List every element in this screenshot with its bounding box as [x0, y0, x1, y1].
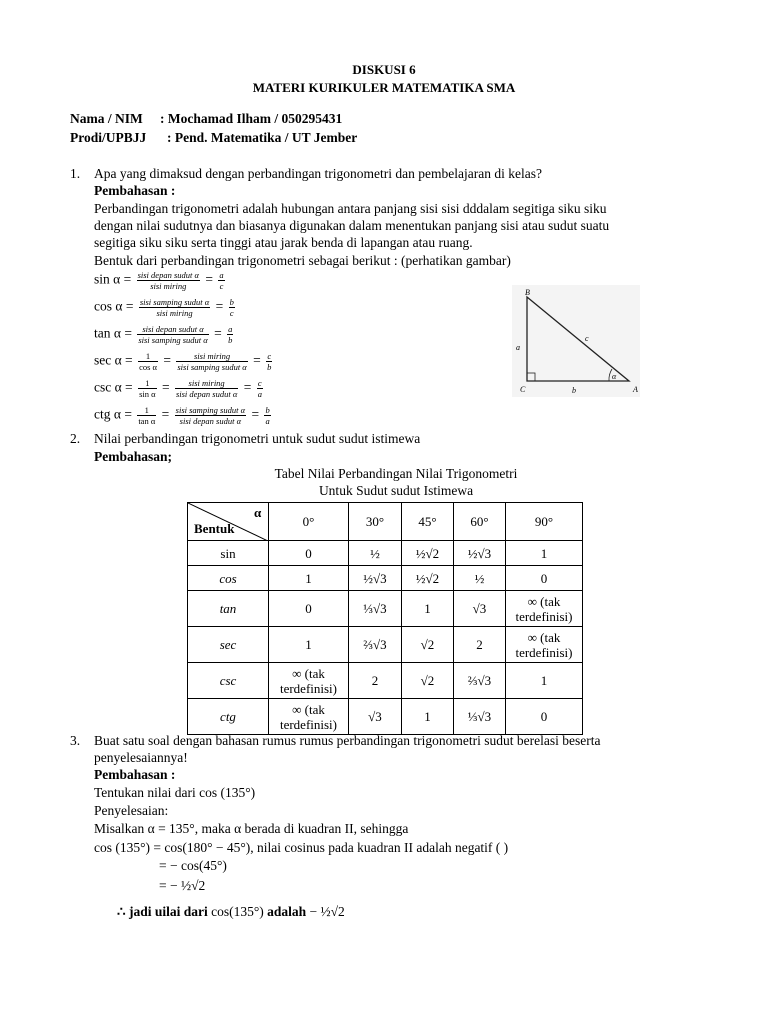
conclusion-value: − ½√2 — [309, 904, 345, 919]
table-title-2: Untuk Sudut sudut Istimewa — [318, 483, 474, 498]
q3-step-1: Misalkan α = 135°, maka α berada di kuadran II, sehingga — [94, 821, 409, 836]
formula-cos: cos α = $\frac{\text{sisi samping sudut α}}{\text{sisi miring}}$ = $\frac{b}{c}$ — [94, 297, 234, 318]
table-cell: 1 — [402, 591, 454, 627]
side-b-label: b — [572, 386, 576, 395]
formula-csc: csc α = $\frac{1}{\text{sin α}}$ = $\frac{\text{sisi miring}}{\text{sisi depan sudut α}}$ = $\frac{c}{a}$ — [94, 378, 262, 399]
table-cell: ∞ (tak terdefinisi) — [506, 591, 583, 627]
q3-soal: Tentukan nilai dari cos (135°) — [94, 785, 256, 800]
q3-number: 3. — [70, 733, 81, 748]
side-c-label: c — [585, 334, 589, 343]
trig-values-table — [187, 502, 583, 735]
table-cell: 1 — [402, 699, 454, 735]
doc-subtitle: MATERI KURIKULER MATEMATIKA SMA — [252, 80, 516, 95]
table-cell: ½√2 — [402, 541, 454, 566]
q1-line-4: Bentuk dari perbandingan trigonometri sebagai berikut : (perhatikan gambar) — [94, 253, 511, 268]
vertex-a-label: A — [633, 385, 638, 394]
table-cell: √3 — [454, 591, 506, 627]
table-cell: √2 — [402, 663, 454, 699]
table-row — [188, 591, 583, 627]
conclusion-adalah: adalah — [267, 904, 307, 919]
table-cell: ½√3 — [349, 566, 402, 591]
table-row — [188, 663, 583, 699]
formula-sec: sec α = $\frac{1}{\text{cos α}}$ = $\frac{\text{sisi miring}}{\text{sisi samping sudut α}}$ = $\frac{c}{b}$ — [94, 351, 272, 372]
q3-conclusion — [117, 904, 345, 920]
nama-value: : Mochamad Ilham / 050295431 — [160, 111, 343, 126]
table-cell: √3 — [349, 699, 402, 735]
q1-line-1: Perbandingan trigonometri adalah hubungan antara panjang sisi sisi dddalam segitiga siku siku — [94, 201, 607, 216]
table-cell: 1 — [269, 566, 349, 591]
row-label-ctg: ctg — [188, 699, 269, 735]
conclusion-expression: cos(135°) — [211, 904, 264, 919]
doc-title: DISKUSI 6 — [352, 62, 416, 77]
table-cell: 1 — [506, 663, 583, 699]
corner-alpha: α — [254, 505, 262, 520]
q1-number: 1. — [70, 166, 81, 181]
table-cell: ⅓√3 — [349, 591, 402, 627]
col-header-0: 0° — [269, 503, 349, 541]
table-corner-cell — [188, 503, 269, 541]
table-cell: ∞ (tak terdefinisi) — [269, 663, 349, 699]
table-cell: 2 — [454, 627, 506, 663]
table-cell: ½√3 — [454, 541, 506, 566]
table-cell: ½ — [349, 541, 402, 566]
table-cell: ⅔√3 — [454, 663, 506, 699]
table-row — [188, 566, 583, 591]
q2-question: Nilai perbandingan trigonometri untuk sudut sudut istimewa — [94, 431, 421, 446]
corner-bentuk: Bentuk — [194, 521, 235, 536]
table-cell: 0 — [506, 699, 583, 735]
q1-line-3: segitiga siku siku serta tinggi atau jarak benda di lapangan atau ruang. — [94, 235, 473, 250]
q2-number: 2. — [70, 431, 81, 446]
col-header-30: 30° — [349, 503, 402, 541]
col-header-45: 45° — [402, 503, 454, 541]
formula-sin: sin α = $\frac{\text{sisi depan sudut α}}{\text{sisi miring}}$ = $\frac{a}{c}$ — [94, 270, 224, 291]
table-cell: ⅓√3 — [454, 699, 506, 735]
formula-ctg: ctg α = $\frac{1}{\text{tan α}}$ = $\frac{\text{sisi samping sudut α}}{\text{sisi depan sudut α}}$ = $\frac{b}{a}$ — [94, 405, 270, 426]
table-cell: √2 — [402, 627, 454, 663]
prodi-label: Prodi/UPBJJ — [70, 130, 147, 145]
row-label-csc: csc — [188, 663, 269, 699]
table-cell: 0 — [269, 541, 349, 566]
row-label-sin: sin — [188, 541, 269, 566]
row-label-sec: sec — [188, 627, 269, 663]
q3-step-4: = − ½√2 — [159, 878, 206, 893]
formula-tan: tan α = $\frac{\text{sisi depan sudut α}}{\text{sisi samping sudut α}}$ = $\frac{a}{b}$ — [94, 324, 233, 345]
prodi-value: : Pend. Matematika / UT Jember — [167, 130, 358, 145]
vertex-c-label: C — [520, 385, 526, 394]
table-cell: 1 — [269, 627, 349, 663]
q2-pembahasan: Pembahasan; — [94, 449, 173, 464]
q1-question: Apa yang dimaksud dengan perbandingan trigonometri dan pembelajaran di kelas? — [94, 166, 542, 181]
right-triangle-diagram — [512, 285, 640, 397]
conclusion-prefix: ∴ jadi uilai dari — [117, 904, 208, 919]
col-header-60: 60° — [454, 503, 506, 541]
q3-step-2: cos (135°) = cos(180° − 45°), nilai cosinus pada kuadran II adalah negatif ( ) — [94, 840, 509, 855]
table-row — [188, 699, 583, 735]
q3-step-3: = − cos(45°) — [159, 858, 227, 873]
q3-penyelesaian: Penyelesaian: — [94, 803, 169, 818]
table-cell: ½√2 — [402, 566, 454, 591]
table-cell: ½ — [454, 566, 506, 591]
table-cell: ∞ (tak terdefinisi) — [506, 627, 583, 663]
row-label-cos: cos — [188, 566, 269, 591]
row-label-tan: tan — [188, 591, 269, 627]
q3-question-line-1: Buat satu soal dengan bahasan rumus rumus perbandingan trigonometri sudut berelasi beserta — [94, 733, 601, 748]
q1-line-2: dengan nilai sudutnya dan biasanya digunakan dalam menentukan panjang sisi atau sudut suatu — [94, 218, 610, 233]
side-a-label: a — [516, 343, 520, 352]
q3-question-line-2: penyelesaiannya! — [94, 750, 188, 765]
q3-pembahasan: Pembahasan : — [94, 767, 176, 782]
table-row — [188, 627, 583, 663]
table-cell: 1 — [506, 541, 583, 566]
q1-pembahasan: Pembahasan : — [94, 183, 176, 198]
table-cell: ∞ (tak terdefinisi) — [269, 699, 349, 735]
col-header-90: 90° — [506, 503, 583, 541]
table-cell: ⅔√3 — [349, 627, 402, 663]
table-row — [188, 541, 583, 566]
table-cell: 0 — [269, 591, 349, 627]
table-title-1: Tabel Nilai Perbandingan Nilai Trigonometri — [274, 466, 518, 481]
vertex-b-label: B — [525, 288, 530, 297]
angle-alpha-label: α — [612, 372, 617, 381]
table-cell: 0 — [506, 566, 583, 591]
table-cell: 2 — [349, 663, 402, 699]
triangle-figure — [512, 285, 640, 397]
nama-label: Nama / NIM — [70, 111, 143, 126]
